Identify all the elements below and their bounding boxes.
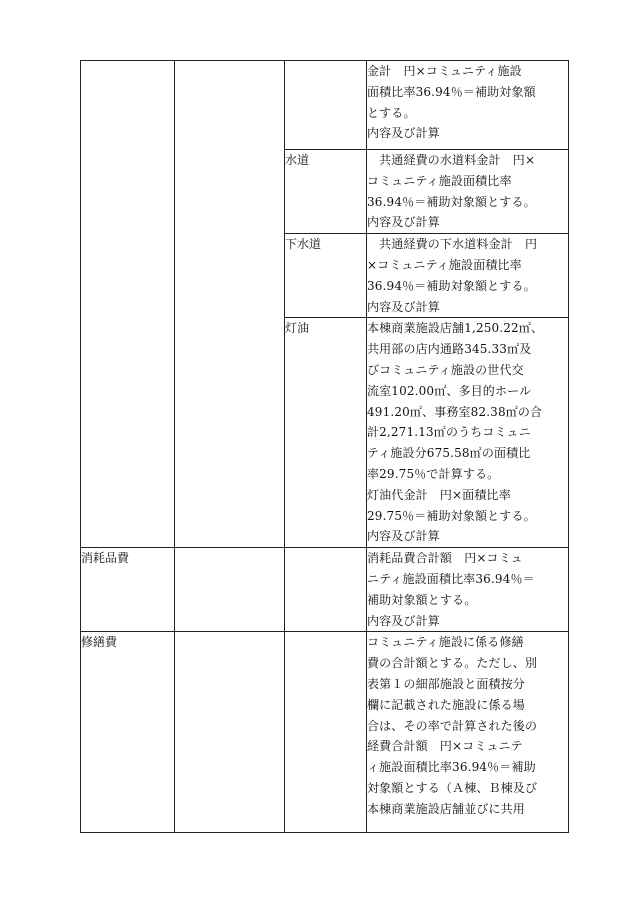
desc-line: 合は、その率で計算された後の: [367, 718, 538, 733]
table-row: [81, 61, 569, 150]
desc-line: びコミュニティ施設の世代交: [367, 362, 524, 377]
category-label: 消耗品費: [81, 551, 130, 566]
table-row: [81, 632, 569, 833]
item-cell: [285, 318, 367, 548]
desc-line: 金計 円×コミュニティ施設: [367, 64, 522, 78]
desc-line: コミュニティ施設に係る修繕: [367, 635, 524, 650]
desc-line: 共通経費の水道料金計 円×: [367, 153, 536, 167]
category-label: 修繕費: [81, 635, 118, 650]
item-cell: [285, 61, 367, 150]
description-cell: [367, 61, 569, 150]
item-cell: [285, 548, 367, 632]
desc-line: 計2,271.13㎡のうちコミュニ: [367, 425, 531, 440]
desc-line: 29.75％＝補助対象額とする。: [367, 508, 536, 523]
category-cell: [81, 548, 175, 632]
table-row: [81, 548, 569, 632]
desc-line: 本棟商業施設店舗並びに共用: [367, 801, 525, 816]
item-cell: [285, 150, 367, 234]
desc-line: 面積比率36.94％＝補助対象額: [367, 84, 536, 99]
desc-line: 流室102.00㎡、多目的ホール: [367, 383, 532, 398]
category-cell: [81, 61, 175, 548]
category-cell: [81, 632, 175, 833]
desc-line: 経費合計額 円×コミュニテ: [367, 739, 523, 754]
desc-line: 補助対象額とする。: [367, 592, 477, 607]
description-cell: [367, 318, 569, 548]
desc-line: 本棟商業施設店舗1,250.22㎡、: [367, 321, 544, 336]
desc-line: 共通経費の下水道料金計 円: [367, 237, 538, 252]
desc-line: コミュニティ施設面積比率: [367, 173, 512, 188]
desc-line: 36.94％＝補助対象額とする。: [367, 278, 536, 293]
item-label: 灯油: [285, 321, 310, 336]
desc-line: 対象額とする（Ａ棟、Ｂ棟及び: [367, 780, 538, 795]
desc-line: 36.94％＝補助対象額とする。: [367, 194, 536, 209]
item-label: 水道: [285, 153, 310, 167]
desc-line: 消耗品費合計額 円×コミュ: [367, 551, 523, 566]
desc-line: ィ施設面積比率36.94％＝補助: [367, 760, 536, 775]
description-cell: [367, 150, 569, 234]
desc-line: 内容及び計算: [367, 215, 440, 230]
desc-line: ニティ施設面積比率36.94％＝: [367, 571, 535, 586]
item-cell: [285, 632, 367, 833]
desc-line: とする。: [367, 105, 416, 120]
desc-line: 欄に記載された施設に係る場: [367, 697, 525, 712]
description-cell: [367, 234, 569, 318]
desc-line: 率29.75％で計算する。: [367, 466, 500, 481]
subcategory-cell: [175, 632, 285, 833]
item-label: 下水道: [285, 237, 322, 252]
item-cell: [285, 234, 367, 318]
expense-table: [80, 60, 569, 833]
description-cell: [367, 632, 569, 833]
desc-line: 内容及び計算: [367, 126, 440, 141]
desc-line: 内容及び計算: [367, 613, 440, 628]
description-cell: [367, 548, 569, 632]
subcategory-cell: [175, 548, 285, 632]
desc-line: 灯油代金計 円×面積比率: [367, 487, 511, 502]
desc-line: 内容及び計算: [367, 529, 440, 544]
desc-line: 内容及び計算: [367, 299, 440, 314]
desc-line: ×コミュニティ施設面積比率: [367, 257, 522, 272]
desc-line: 共用部の店内通路345.33㎡及: [367, 342, 532, 357]
desc-line: 費の合計額とする。ただし、別: [367, 656, 538, 671]
subcategory-cell: [175, 61, 285, 548]
desc-line: 491.20㎡、事務室82.38㎡の合: [367, 404, 543, 419]
desc-line: ティ施設分675.58㎡の面積比: [367, 446, 531, 461]
desc-line: 表第１の細部施設と面積按分: [367, 676, 525, 691]
